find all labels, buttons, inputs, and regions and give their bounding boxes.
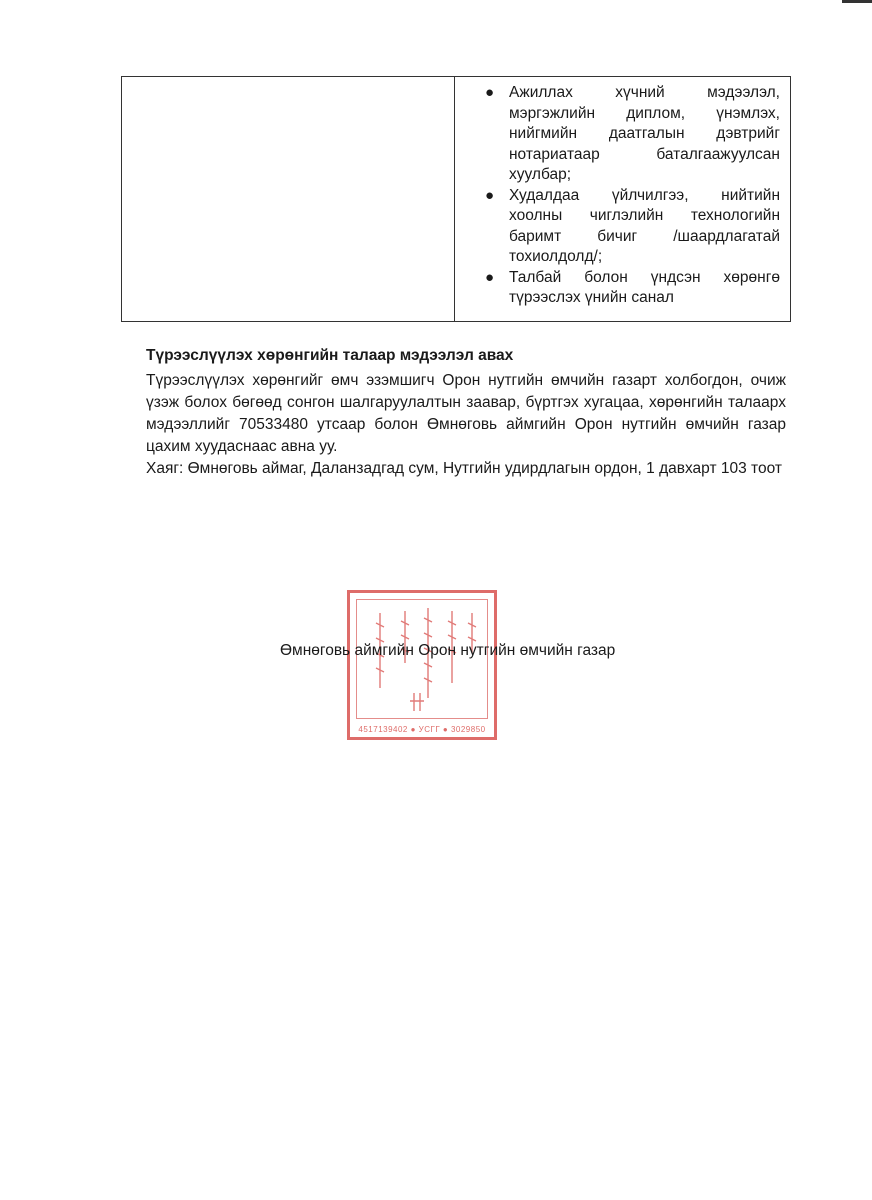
- mongolian-script-icon: [350, 593, 500, 743]
- list-item: [485, 186, 780, 268]
- list-item-text: Талбай болон үндсэн хөрөнгө түрээслэх үнийн санал: [509, 268, 780, 306]
- table-cell-requirements: [455, 77, 790, 321]
- list-item-text: Ажиллах хүчний мэдээлэл, мэргэжлийн диплом, үнэмлэх, нийгмийн даатгалын дэвтрийг нотариатаар баталгаажуулсан хуулбар;: [509, 84, 780, 183]
- table-cell-empty: [122, 77, 455, 321]
- list-item-text: Худалдаа үйлчилгээ, нийтийн хоолны чиглэлийн технологийн баримт бичиг /шаардлагатай тохиолдолд/;: [509, 186, 780, 265]
- section-heading: Түрээслүүлэх хөрөнгийн талаар мэдээлэл авах: [146, 347, 514, 364]
- requirements-list: [485, 83, 780, 309]
- bullet-icon: ●: [485, 84, 495, 101]
- signature-organization: Өмнөговь аймгийн Орон нутгийн өмчийн газар: [280, 642, 616, 659]
- stamp-code: 4517139402 ● УСГГ ● 3029850: [358, 725, 486, 734]
- section-body: Түрээслүүлэх хөрөнгийг өмч эзэмшигч Орон нутгийн өмчийн газарт холбогдон, очиж үзэж болох бөгөөд сонгон шалгаруулалтын заавар, бүртгэх хугацаа, хөрөнгийн талаарх мэдээллийг 70533480 утсаар болон Өмнөговь аймгийн Орон нутгийн өмчийн газар цахим хуудаснаас авна уу.: [146, 372, 786, 455]
- official-stamp: [347, 590, 497, 740]
- bullet-icon: ●: [485, 186, 495, 204]
- list-item: [485, 268, 780, 309]
- requirements-table: [121, 76, 791, 322]
- list-item: [485, 83, 780, 186]
- address: Хаяг: Өмнөговь аймаг, Даланзадгад сум, Нутгийн удирдлагын ордон, 1 давхарт 103 тоот: [146, 460, 782, 477]
- corner-mark: [842, 0, 872, 3]
- bullet-icon: ●: [485, 268, 495, 286]
- info-section: [146, 346, 786, 480]
